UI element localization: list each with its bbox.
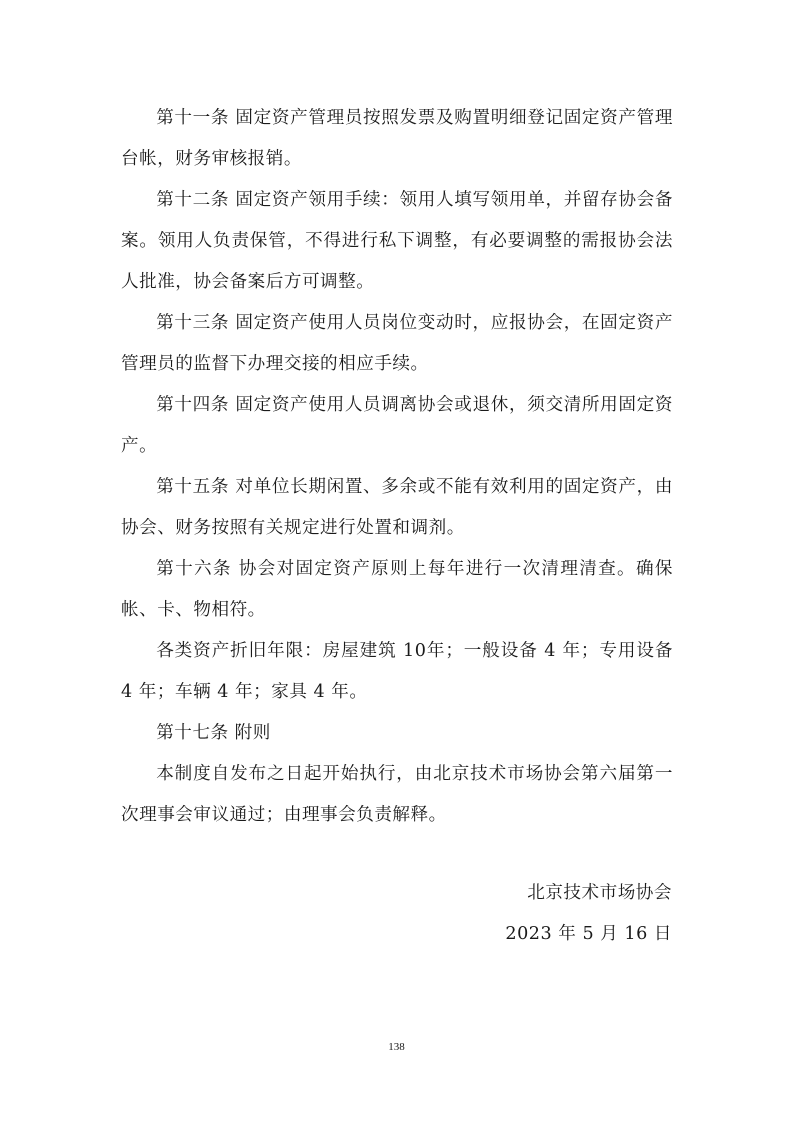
depreciation-terms: 各类资产折旧年限：房屋建筑 10年；一般设备 4 年；专用设备 4 年；车辆 4 年；家具 4 年。 xyxy=(121,641,673,702)
signature-organization: 北京技术市场协会 xyxy=(527,883,672,903)
page-number: 138 xyxy=(388,1041,405,1053)
article-15: 第十五条 对单位长期闲置、多余或不能有效利用的固定资产，由协会、财务按照有关规定进行处置和调剂。 xyxy=(121,477,673,538)
document-body xyxy=(121,98,673,836)
signature-date: 2023 年 5 月 16 日 xyxy=(505,924,672,944)
article-11: 第十一条 固定资产管理员按照发票及购置明细登记固定资产管理台帐，财务审核报销。 xyxy=(121,108,673,169)
article-16: 第十六条 协会对固定资产原则上每年进行一次清理清查。确保帐、卡、物相符。 xyxy=(121,559,673,620)
article-17-heading: 第十七条 附则 xyxy=(156,723,271,743)
article-12: 第十二条 固定资产领用手续：领用人填写领用单，并留存协会备案。领用人负责保管，不得进行私下调整，有必要调整的需报协会法人批准，协会备案后方可调整。 xyxy=(121,190,673,292)
article-17-body: 本制度自发布之日起开始执行，由北京技术市场协会第六届第一次理事会审议通过；由理事会负责解释。 xyxy=(121,764,673,825)
article-13: 第十三条 固定资产使用人员岗位变动时，应报协会，在固定资产管理员的监督下办理交接的相应手续。 xyxy=(121,313,673,374)
article-14: 第十四条 固定资产使用人员调离协会或退休，须交清所用固定资产。 xyxy=(121,395,673,456)
signature-block xyxy=(505,873,672,955)
